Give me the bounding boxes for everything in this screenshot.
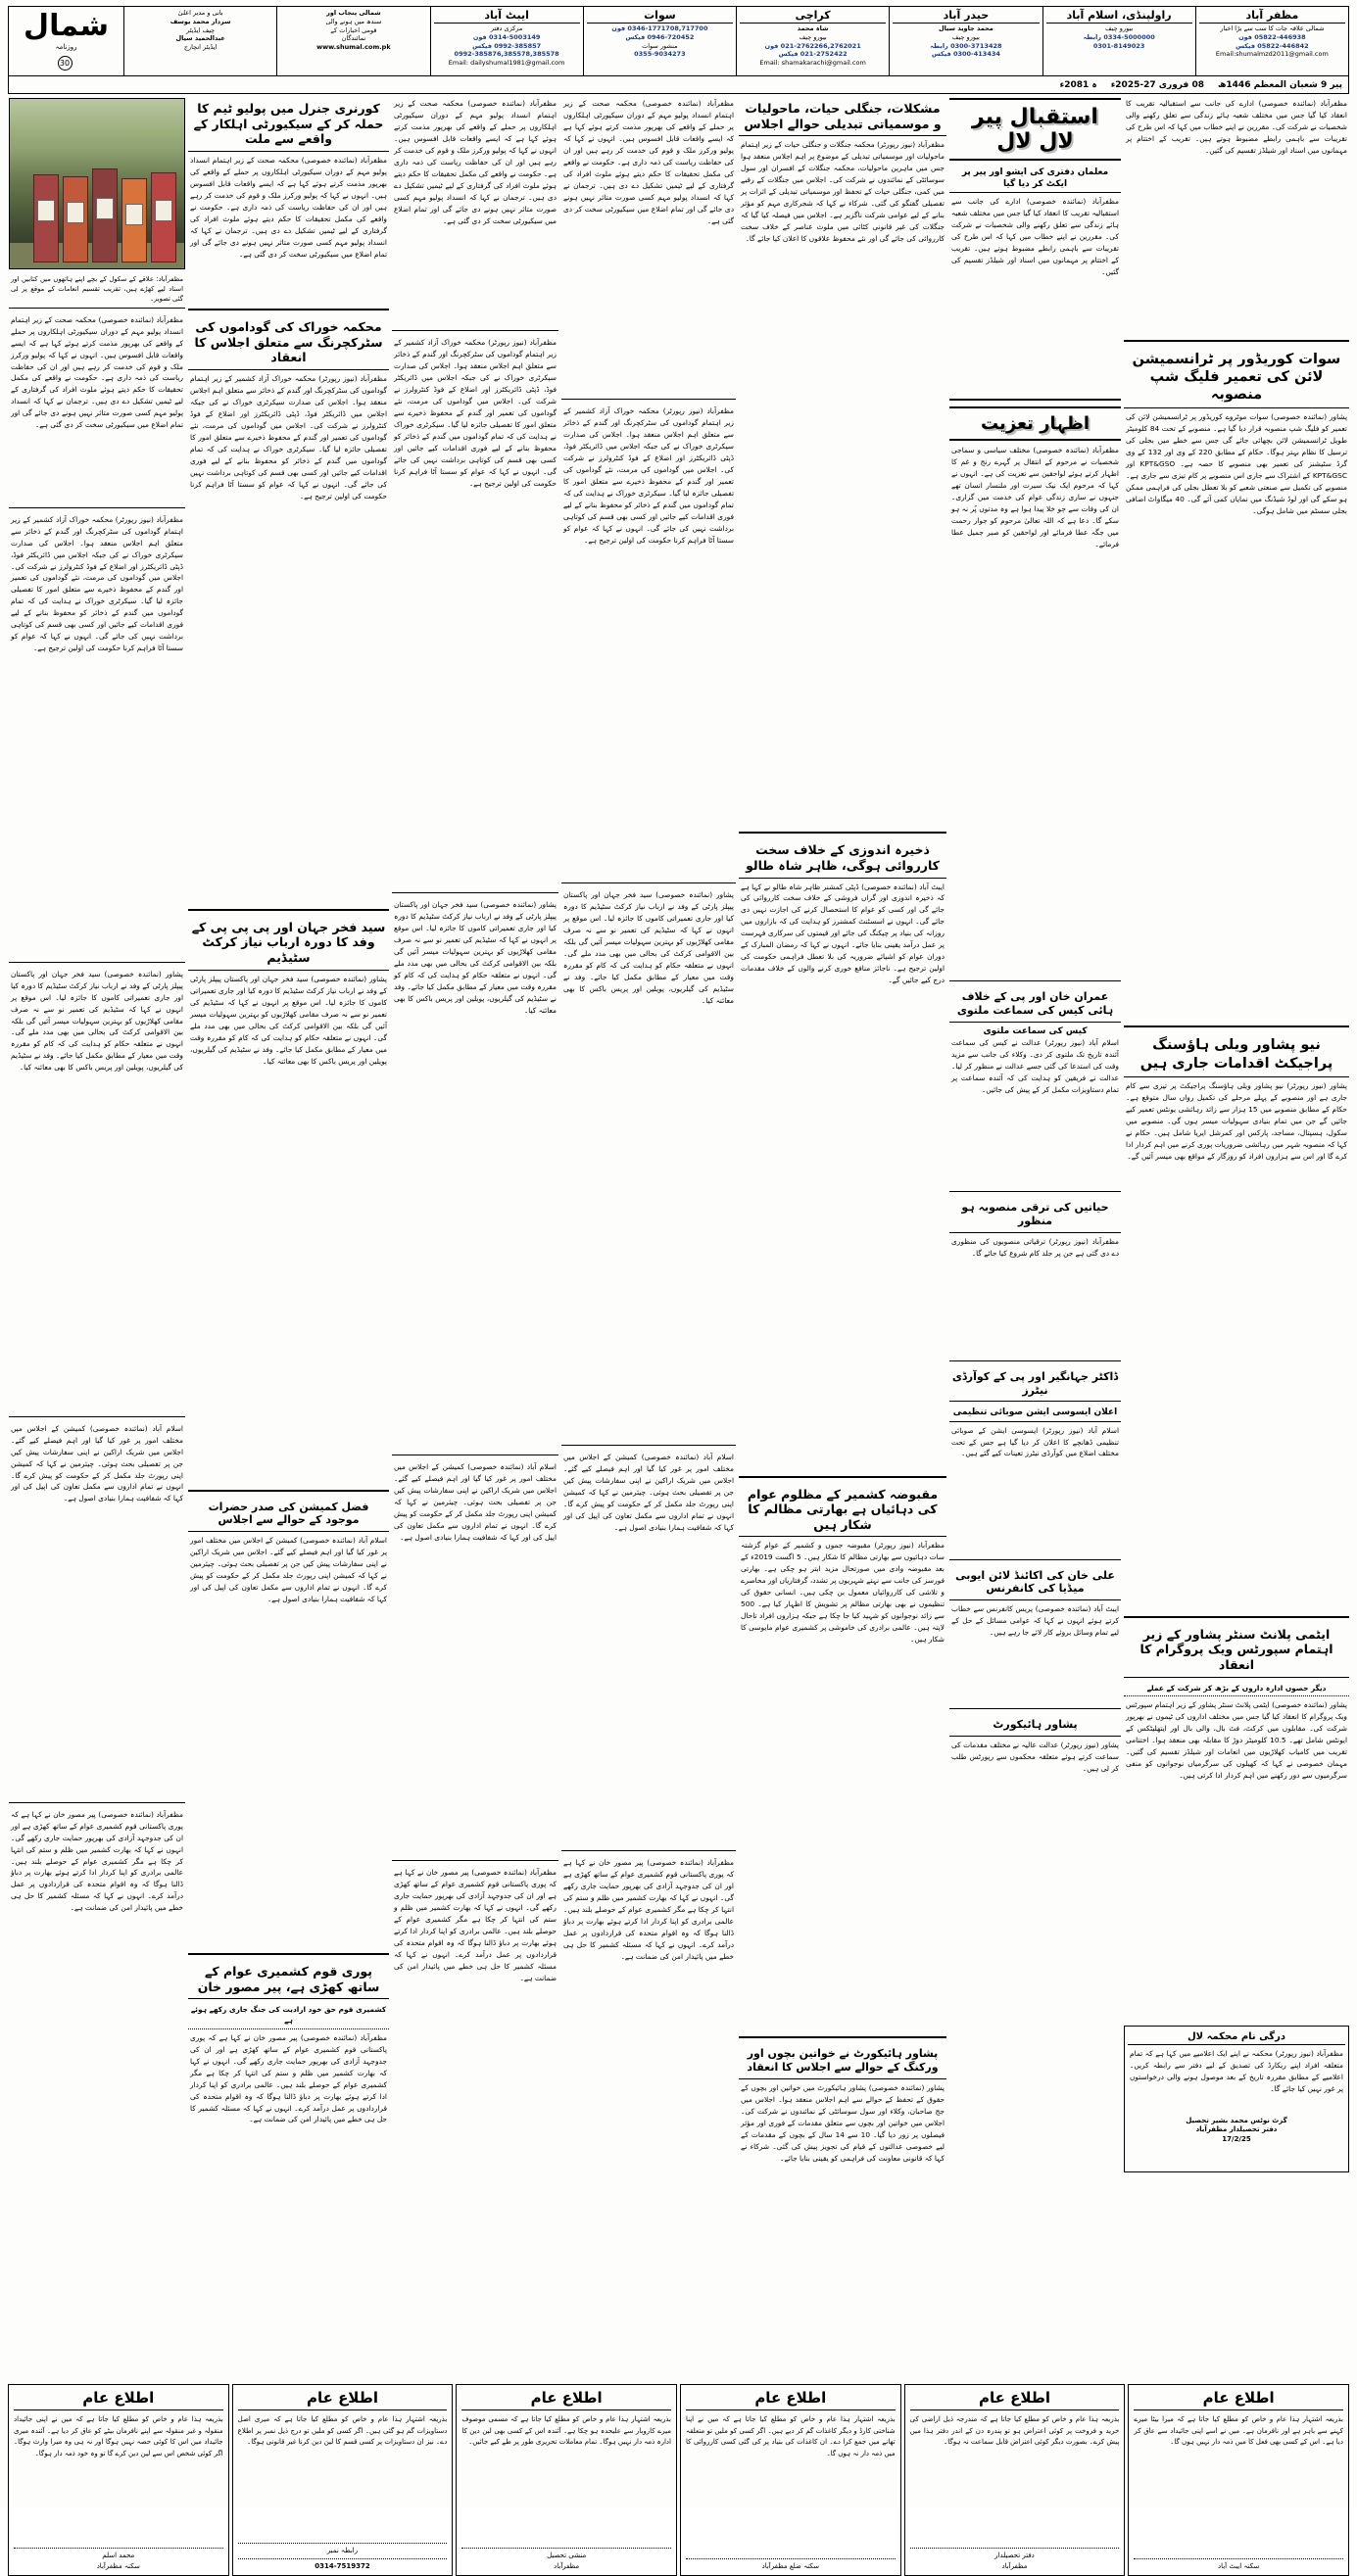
article-body-continued-1: مظفرآباد (نمائندہ خصوصی) محکمہ صحت کے زیر اہتمام انسداد پولیو مہم کے دوران سیکیورٹی اہلکاروں پر حملے کے واقعے کی بھرپور مذمت کرتے ہوئے کہا ہے کہ ایسے واقعات قابل افسوس ہیں۔ انہوں نے کہا کہ پولیو ورکرز ملک و قوم کی خدمت کر رہے ہیں اور ان کی حفاظت ریاست کی ذمہ داری ہے۔ حکومت نے واقعے کی مکمل تحقیقات کا حکم دیتے ہوئے ملوث افراد کی گرفتاری کے لیے ٹیمیں تشکیل دے دی ہیں۔ ترجمان نے کہا کہ انسداد پولیو مہم کسی صورت متاثر نہیں ہونے دی جائے گی اور تمام اضلاع میں سیکیورٹی سخت کر دی گئی ہے۔ [394,99,557,225]
article-body: مظفرآباد (نمائندہ خصوصی) پیر مصور خان نے کہا ہے کہ پوری پاکستانی قوم کشمیری عوام کے ساتھ کھڑی ہے اور ان کی جدوجہد آزادی کی بھرپور حمایت جاری رکھے گی۔ انہوں نے کہا کہ بھارت کشمیر میں ظلم و ستم کی انتہا کر چکا ہے مگر کشمیری عوام کے حوصلے بلند ہیں۔ عالمی برادری کو اپنا کردار ادا کرتے ہوئے بھارت پر دباؤ ڈالنا ہوگا کہ وہ اقوام متحدہ کی قراردادوں پر عمل درآمد کرے۔ انہوں نے کہا کہ مسئلہ کشمیر کا حل ہی خطے میں پائیدار امن کی ضمانت ہے۔ [190,2032,387,2124]
article-body: پشاور (نمائندہ خصوصی) سوات موٹروے کوریڈور پر ٹرانسمیشن لائن کی تعمیر کو فلیگ شپ منصوبہ قرار دیا گیا ہے۔ منصوبے کے تحت 84 کلومیٹر طویل ٹرانسمیشن لائن بچھائی جائے گی جس سے خطے میں بجلی کی ترسیل کا نظام بہتر ہوگا۔ حکام کے مطابق 220 کے وی اور 132 کے وی گرڈ سٹیشنز کی تعمیر بھی منصوبے کا حصہ ہے۔ KPT&GSO اور KPT&GSC کے اشتراک سے جاری اس منصوبے پر کام تیزی سے جاری ہے۔ منصوبے کی تکمیل سے صنعتی شعبے کو بلا تعطل بجلی کی فراہمی ممکن ہو سکے گی اور لوڈ شیڈنگ میں نمایاں کمی آئے گی۔ 40 میگاواٹ اضافی بجلی سسٹم میں شامل ہوگی۔ [1126,412,1348,516]
article-istiqbal [949,98,1121,392]
column-7 [9,98,185,2380]
masthead-city: راولپنڈی، اسلام آباد [1046,9,1192,24]
article-body: مظفرآباد (نیوز رپورٹر) محکمہ خوراک آزاد کشمیر کے زیر اہتمام گوداموں کی سٹرکچرنگ اور گندم کے ذخائر سے متعلق اہم اجلاس منعقد ہوا۔ اجلاس کی صدارت سیکرٹری خوراک نے کی جبکہ اجلاس میں ڈائریکٹر فوڈ، ڈپٹی ڈائریکٹرز اور اضلاع کے فوڈ کنٹرولرز نے شرکت کی۔ اجلاس میں گوداموں کی مرمت، نئے گوداموں کی تعمیر اور گندم کے محفوظ ذخیرے سے متعلق امور کا تفصیلی جائزہ لیا گیا۔ سیکرٹری خوراک نے ہدایت کی کہ تمام گوداموں میں گندم کے ذخائر کو محفوظ بنانے کے لیے فوری اقدامات کیے جائیں اور کسی بھی قسم کی کوتاہی برداشت نہیں کی جائے گی۔ انہوں نے کہا کہ عوام کو سستا آٹا فراہم کرنا حکومت کی اولین ترجیح ہے۔ [190,373,387,501]
notice-title: اطلاع عام [14,2389,223,2410]
masthead-line: بیورو چیف [1105,24,1134,32]
headline: محکمہ خوراک کی گوداموں کی سٹرکچرنگ سے متعلق اجلاس کا انعقاد [188,316,389,370]
masthead [8,6,1349,76]
photo-caption: مظفرآباد: علاقے کے سکول کے بچے اپنے ہاتھوں میں کتابیں اور اسناد لیے کھڑے ہیں، تقریب تقسیم انعامات کے موقع پر لی گئی تصویر۔ [9,272,185,309]
masthead-email: Email: dailyshumal1981@gmail.com [448,59,565,68]
article-body: اسلام آباد (نیوز رپورٹر) ایسوسی ایشن کے صوبائی تنظیمی ڈھانچے کا اعلان کر دیا گیا ہے جس کے تحت مختلف اضلاع میں کوآرڈی نیٹرز تعینات کیے گئے ہیں۔ [951,1425,1119,1458]
article-peshawar-hc [949,1715,1121,1896]
headline: مقبوضہ کشمیر کے مظلوم عوام کی دہائیاں ہے بھارتی مظالم کا شکار ہیں [739,1484,946,1538]
article-new-peshawar-valley [1124,1033,1349,1608]
article-sports-week [1124,1624,1349,2023]
masthead-mobile: 0355-9034273 [634,50,686,59]
masthead-phone: 021-2762266,2762021 فون [764,41,861,50]
article-body-continued-2: مظفرآباد (نیوز رپورٹر) محکمہ خوراک آزاد کشمیر کے زیر اہتمام گوداموں کی سٹرکچرنگ اور گندم کے ذخائر سے متعلق اہم اجلاس منعقد ہوا۔ اجلاس کی صدارت سیکرٹری خوراک نے کی جبکہ اجلاس میں ڈائریکٹر فوڈ، ڈپٹی ڈائریکٹرز اور اضلاع کے فوڈ کنٹرولرز نے شرکت کی۔ اجلاس میں گوداموں کی مرمت، نئے گوداموں کی تعمیر اور گندم کے محفوظ ذخیرے سے متعلق امور کا تفصیلی جائزہ لیا گیا۔ سیکرٹری خوراک نے ہدایت کی کہ تمام گوداموں میں گندم کے ذخائر کو محفوظ بنانے کے لیے فوری اقدامات کیے جائیں اور کسی بھی قسم کی کوتاہی برداشت نہیں کی جائے گی۔ انہوں نے کہا کہ عوام کو سستا آٹا فراہم کرنا حکومت کی اولین ترجیح ہے۔ [394,338,557,488]
article-dek: دیگر حصوں ادارہ داروں کے بڑھ کر شرکت کے عملے [1124,1681,1349,1696]
headline: نیو پشاور ویلی ہاؤسنگ پراجیکٹ اقدامات جاری ہیں [1124,1033,1349,1076]
headline: ڈاکٹر جہانگیر اور پی کے کوآرڈی نیٹرز [949,1367,1121,1403]
notice-body: بذریعہ اشتہار ہذا عام و خاص کو مطلع کیا جاتا ہے کہ میں نے اپنا شناختی کارڈ و دیگر کاغذات گم کر دیے ہیں۔ اگر کسی کو ملیں تو متعلقہ تھانے میں جمع کرا دے۔ ان کاغذات کی بنیاد پر کی گئی کسی کارروائی کا میں ذمہ دار نہ ہوں گا۔ [685,2415,896,2457]
masthead-email: Email:shumalmzd2011@gmail.com [1215,50,1329,59]
logo-title: شمال [24,8,109,43]
notice-body: مظفرآباد (نیوز رپورٹر) محکمہ نے اپنے ایک اعلامیے میں کہا ہے کہ تمام متعلقہ افراد اپنے ریکارڈ کی تصدیق کے لیے دفتر سے رابطہ کریں۔ اعلامیے کے مطابق مقررہ تاریخ کے بعد موصول ہونے والی درخواستوں پر غور نہیں کیا جائے گا۔ [1130,2048,1343,2093]
article-body-tail-5: مظفرآباد (نمائندہ خصوصی) پیر مصور خان نے کہا ہے کہ پوری پاکستانی قوم کشمیری عوام کے ساتھ کھڑی ہے اور ان کی جدوجہد آزادی کی بھرپور حمایت جاری رکھے گی۔ انہوں نے کہا کہ بھارت کشمیر میں ظلم و ستم کی انتہا کر چکا ہے مگر کشمیری عوام کے حوصلے بلند ہیں۔ عالمی برادری کو اپنا کردار ادا کرتے ہوئے بھارت پر دباؤ ڈالنا ہوگا کہ وہ اقوام متحدہ کی قراردادوں پر عمل درآمد کرے۔ انہوں نے کہا کہ مسئلہ کشمیر کا حل ہی خطے میں پائیدار امن کی ضمانت ہے۔ [11,1809,183,1913]
article-body-overflow-5: مظفرآباد (نمائندہ خصوصی) پیر مصور خان نے کہا ہے کہ پوری پاکستانی قوم کشمیری عوام کے ساتھ کھڑی ہے اور ان کی جدوجہد آزادی کی بھرپور حمایت جاری رکھے گی۔ انہوں نے کہا کہ بھارت کشمیر میں ظلم و ستم کی انتہا کر چکا ہے مگر کشمیری عوام کے حوصلے بلند ہیں۔ عالمی برادری کو اپنا کردار ادا کرتے ہوئے بھارت پر دباؤ ڈالنا ہوگا کہ وہ اقوام متحدہ کی قراردادوں پر عمل درآمد کرے۔ انہوں نے کہا کہ مسئلہ کشمیر کا حل ہی خطے میں پائیدار امن کی ضمانت ہے۔ [563,1858,734,1961]
masthead-city: کراچی [740,9,886,24]
masthead-block-6 [277,7,430,75]
article-dek: کشمیری قوم حق خود ارادیت کی جنگ جاری رکھے ہوئے ہے [188,2002,389,2028]
headline: سوات کوریڈور پر ٹرانسمیشن لائن کی تعمیر فلیگ شپ منصوبہ [1124,348,1349,408]
masthead-founder: سردار محمد یوسف [170,17,231,25]
headline: ایٹمی پلانٹ سنٹر پشاور کے زیر اہتمام سپورٹس ویک پروگرام کا انعقاد [1124,1624,1349,1678]
masthead-block-4 [584,7,737,75]
masthead-block-2 [890,7,1042,75]
masthead-extra: 0992-385876,385578,385578 [454,50,559,59]
article-body: مظفرآباد (نیوز رپورٹر) مقبوضہ جموں و کشمیر کے عوام گزشتہ سات دہائیوں سے بھارتی مظالم کا شکار ہیں۔ 5 اگست 2019ء کے بعد مقبوضہ وادی میں صورتحال مزید ابتر ہو چکی ہے۔ بھارتی فورسز کی جانب سے نہتے شہریوں پر تشدد، گرفتاریاں اور محاصرے و تلاشی کی کارروائیاں معمول بن چکی ہیں۔ انسانی حقوق کی تنظیموں نے بھی بھارتی مظالم پر تشویش کا اظہار کیا ہے۔ 500 سے زائد نوجوانوں کو شہید کیا جا چکا ہے جبکہ ہزاروں افراد تاحال لاپتہ ہیں۔ عالمی برادری کی خاموشی پر کشمیری عوام مایوسی کا شکار ہیں۔ [741,1541,945,1645]
article-body: اسلام آباد (نیوز رپورٹر) عدالت نے کیس کی سماعت آئندہ تاریخ تک ملتوی کر دی۔ وکلاء کی جانب سے مزید وقت کی استدعا کی گئی جسے عدالت نے منظور کر لیا۔ عدالت نے فریقین کو ہدایت کی کہ آئندہ سماعت پر تمام دستاویزات مکمل کر کے پیش کی جائیں۔ [951,1038,1119,1095]
headline: پشاور ہائیکورٹ نے خواتین بچوں اور ورکنگ کے حوالے سے اجلاس کا انعقاد [739,2044,946,2079]
article-body-overflow-3: پشاور (نمائندہ خصوصی) سید فخر جہان اور پاکستان پیپلز پارٹی کے وفد نے ارباب نیاز کرکٹ سٹیڈیم کا دورہ کیا اور جاری تعمیراتی کاموں کا جائزہ لیا۔ اس موقع پر انہوں نے کہا کہ سٹیڈیم کی تعمیر نو سے نہ صرف مقامی کھلاڑیوں کو بہترین سہولیات میسر آئیں گی بلکہ بین الاقوامی کرکٹ کی بحالی میں بھی مدد ملے گی۔ انہوں نے متعلقہ حکام کو ہدایت کی کہ کام کو مقررہ وقت میں معیار کے مطابق مکمل کیا جائے۔ وفد نے سٹیڈیم کی گیلریوں، پویلین اور پریس باکس کا بھی معائنہ کیا۔ [563,890,734,1005]
article-lead-right [1124,98,1349,333]
logo-badge: 30 [58,56,73,71]
article-body: مظفرآباد (نیوز رپورٹر) ترقیاتی منصوبوں کی منظوری دے دی گئی ہے جن پر جلد کام شروع کیا جائے گا۔ [951,1236,1119,1258]
headline: پشاور ہائیکورٹ [949,1715,1121,1737]
column-6 [188,98,389,2380]
masthead-block-7 [124,7,277,75]
masthead-city: شمالی پنجاب اور [326,9,381,17]
banner-text: اظہار تعزیت [981,413,1090,435]
notice-body: بذریعہ اشتہار ہذا عام و خاص کو مطلع کیا جاتا ہے کہ مسمی موصوف میرے کاروبار سے علیحدہ ہو چکا ہے۔ آئندہ اس کے کسی بھی لین دین کا ادارہ ذمہ دار نہیں ہوگا۔ تمام معاملات تحریری طور پر طے کیے جائیں۔ [461,2415,671,2447]
column-5 [392,98,558,2380]
article-haiyatain [949,1198,1121,1354]
notice-title: اطلاع عام [1134,2389,1343,2410]
masthead-role: بیورو چیف [951,32,980,41]
newspaper-logo [9,7,124,75]
logo-subtitle: روزنامہ [55,42,77,51]
notice-body: بذریعہ ہذا عام و خاص کو مطلع کیا جاتا ہے کہ مندرجہ ذیل اراضی کی خرید و فروخت پر کوئی اعتراض ہو تو پندرہ دن کے اندر دفتر ہذا میں پیش کرے۔ بصورت دیگر کوئی اعتراض قابل سماعت نہ ہوگا۔ [909,2415,1120,2447]
masthead-fax: 05822-446842 فیکس [1236,41,1309,50]
masthead-line: قومی اخبارات کے [330,25,377,34]
masthead-role: ایڈیٹر انچارج [183,43,218,52]
article-body: پشاور (نمائندہ خصوصی) سید فخر جہان اور پاکستان پیپلز پارٹی کے وفد نے ارباب نیاز کرکٹ سٹیڈیم کا دورہ کیا اور جاری تعمیراتی کاموں کا جائزہ لیا۔ اس موقع پر انہوں نے کہا کہ سٹیڈیم کی تعمیر نو سے نہ صرف مقامی کھلاڑیوں کو بہترین سہولیات میسر آئیں گی بلکہ بین الاقوامی کرکٹ کی بحالی میں بھی مدد ملے گی۔ انہوں نے متعلقہ حکام کو ہدایت کی کہ کام کو مقررہ وقت میں معیار کے مطابق مکمل کیا جائے۔ وفد نے سٹیڈیم کی گیلریوں، پویلین اور پریس باکس کا بھی معائنہ کیا۔ [190,974,387,1066]
notice-footer: دفتر تحصیلدار مظفرآباد [910,2548,1120,2571]
article-body-tail-2: مظفرآباد (نیوز رپورٹر) محکمہ خوراک آزاد کشمیر کے زیر اہتمام گوداموں کی سٹرکچرنگ اور گندم کے ذخائر سے متعلق اہم اجلاس منعقد ہوا۔ اجلاس کی صدارت سیکرٹری خوراک نے کی جبکہ اجلاس میں ڈائریکٹر فوڈ، ڈپٹی ڈائریکٹرز اور اضلاع کے فوڈ کنٹرولرز نے شرکت کی۔ اجلاس میں گوداموں کی مرمت، نئے گوداموں کی تعمیر اور گندم کے محفوظ ذخیرے سے متعلق امور کا تفصیلی جائزہ لیا گیا۔ سیکرٹری خوراک نے ہدایت کی کہ تمام گوداموں میں گندم کے ذخائر کو محفوظ بنانے کے لیے فوری اقدامات کیے جائیں اور کسی بھی قسم کی کوتاہی برداشت نہیں کی جائے گی۔ انہوں نے کہا کہ عوام کو سستا آٹا فراہم کرنا حکومت کی اولین ترجیح ہے۔ [11,514,183,653]
article-body: ایبٹ آباد (نمائندہ خصوصی) ڈپٹی کمشنر ظاہر شاہ طالو نے کہا ہے کہ ذخیرہ اندوزی اور گراں فروشی کے خلاف سخت کارروائی کی جائے گی اور کسی کو عوام کا استحصال کرنے کی اجازت نہیں دی جائے گی۔ انہوں نے اسسٹنٹ کمشنرز کو ہدایت کی کہ بازاروں میں روزانہ کی بنیاد پر چیکنگ کی جائے اور قیمتوں کی سرکاری فہرست پر عمل درآمد یقینی بنایا جائے۔ انہوں نے کہا کہ رمضان المبارک کے دوران عوام کو اشیائے ضروریہ کی بلا تعطل فراہمی حکومت کی اولین ترجیح ہے۔ ناجائز منافع خوری کرنے والوں کے خلاف مقدمات درج کیے جائیں گے۔ [741,882,945,985]
article-body-continued-5: مظفرآباد (نمائندہ خصوصی) پیر مصور خان نے کہا ہے کہ پوری پاکستانی قوم کشمیری عوام کے ساتھ کھڑی ہے اور ان کی جدوجہد آزادی کی بھرپور حمایت جاری رکھے گی۔ انہوں نے کہا کہ بھارت کشمیر میں ظلم و ستم کی انتہا کر چکا ہے مگر کشمیری عوام کے حوصلے بلند ہیں۔ عالمی برادری کو اپنا کردار ادا کرتے ہوئے بھارت پر دباؤ ڈالنا ہوگا کہ وہ اقوام متحدہ کی قراردادوں پر عمل درآمد کرے۔ انہوں نے کہا کہ مسئلہ کشمیر کا حل ہی خطے میں پائیدار امن کی ضمانت ہے۔ [394,1868,557,1982]
masthead-fax: 021-2752422 فیکس [778,50,848,59]
notice-title: اطلاع عام [686,2389,896,2410]
masthead-phone: 0334-5000000 رابطہ [1083,32,1155,41]
date-strip [8,76,1349,94]
article-body: پشاور (نمائندہ خصوصی) ایٹمی پلانٹ سنٹر پشاور کے زیر اہتمام سپورٹس ویک پروگرام کا انعقاد کیا گیا جس میں مختلف اداروں کی ٹیموں نے بھرپور شرکت کی۔ مقابلوں میں کرکٹ، فٹ بال، والی بال اور ایتھلیٹکس کے ایونٹس شامل تھے۔ 10.5 کلومیٹر دوڑ کا مقابلہ بھی منعقد ہوا۔ اختتامی تقریب میں کامیاب کھلاڑیوں میں انعامات اور شیلڈز تقسیم کی گئیں۔ مہمان خصوصی نے کہا کہ کھیلوں کی سرگرمیاں نوجوانوں کو منفی سرگرمیوں سے دور رکھنے میں اہم کردار ادا کرتی ہیں۔ [1126,1699,1347,1780]
content-grid [8,98,1349,2380]
masthead-fax: 0300-413434 فیکس [931,50,1000,59]
article-body-tail-4: اسلام آباد (نمائندہ خصوصی) کمیشن کے اجلاس میں مختلف امور پر غور کیا گیا اور اہم فیصلے کیے گئے۔ اجلاس میں شریک اراکین نے اپنی سفارشات پیش کیں جن پر تفصیلی بحث ہوئی۔ چیئرمین نے کہا کہ کمیشن اپنی رپورٹ جلد مکمل کر کے حکومت کو پیش کرے گا۔ انہوں نے تمام اداروں سے مکمل تعاون کی اپیل کی اور کہا کہ شفافیت ہمارا بنیادی اصول ہے۔ [11,1423,183,1503]
headline: پوری قوم کشمیری عوام کے ساتھ کھڑی ہے، پیر مصور خان [188,1961,389,1999]
masthead-line: www.shumal.com.pk [316,43,391,52]
masthead-phone: 0346-1771708,717700 فون [611,24,708,32]
article-body-continued-3: پشاور (نمائندہ خصوصی) سید فخر جہان اور پاکستان پیپلز پارٹی کے وفد نے ارباب نیاز کرکٹ سٹیڈیم کا دورہ کیا اور جاری تعمیراتی کاموں کا جائزہ لیا۔ اس موقع پر انہوں نے کہا کہ سٹیڈیم کی تعمیر نو سے نہ صرف مقامی کھلاڑیوں کو بہترین سہولیات میسر آئیں گی بلکہ بین الاقوامی کرکٹ کی بحالی میں بھی مدد ملے گی۔ انہوں نے متعلقہ حکام کو ہدایت کی کہ کام کو مقررہ وقت میں معیار کے مطابق مکمل کیا جائے۔ وفد نے سٹیڈیم کی گیلریوں، پویلین اور پریس باکس کا بھی معائنہ کیا۔ [394,900,557,1015]
article-body-overflow-2: مظفرآباد (نیوز رپورٹر) محکمہ خوراک آزاد کشمیر کے زیر اہتمام گوداموں کی سٹرکچرنگ اور گندم کے ذخائر سے متعلق اہم اجلاس منعقد ہوا۔ اجلاس کی صدارت سیکرٹری خوراک نے کی جبکہ اجلاس میں ڈائریکٹر فوڈ، ڈپٹی ڈائریکٹرز اور اضلاع کے فوڈ کنٹرولرز نے شرکت کی۔ اجلاس میں گوداموں کی مرمت، نئے گوداموں کی تعمیر اور گندم کے محفوظ ذخیرے سے متعلق امور کا تفصیلی جائزہ لیا گیا۔ سیکرٹری خوراک نے ہدایت کی کہ تمام گوداموں میں گندم کے ذخائر کو محفوظ بنانے کے لیے فوری اقدامات کیے جائیں اور کسی بھی قسم کی کوتاہی برداشت نہیں کی جائے گی۔ انہوں نے کہا کہ عوام کو سستا آٹا فراہم کرنا حکومت کی اولین ترجیح ہے۔ [563,406,734,545]
masthead-line: محمد جاوید سیال [938,24,994,32]
headline: کورنری جنرل میں پولیو ٹیم کا حملہ کر کے سیکیورٹی اہلکار کے واقعے سے ملت [188,98,389,152]
column-2 [949,98,1121,2380]
column-4 [561,98,736,2380]
column-1 [1124,98,1349,2380]
article-body-overflow-4: اسلام آباد (نمائندہ خصوصی) کمیشن کے اجلاس میں مختلف امور پر غور کیا گیا اور اہم فیصلے کیے گئے۔ اجلاس میں شریک اراکین نے اپنی سفارشات پیش کیں جن پر تفصیلی بحث ہوئی۔ چیئرمین نے کہا کہ کمیشن اپنی رپورٹ جلد مکمل کر کے حکومت کو پیش کرے گا۔ انہوں نے تمام اداروں سے مکمل تعاون کی اپیل کی اور کہا کہ شفافیت ہمارا بنیادی اصول ہے۔ [563,1453,734,1532]
masthead-block-1 [1043,7,1196,75]
notice-dargi [1124,2026,1349,2172]
article-body-tail-1: مظفرآباد (نمائندہ خصوصی) محکمہ صحت کے زیر اہتمام انسداد پولیو مہم کے دوران سیکیورٹی اہلکاروں پر حملے کے واقعے کی بھرپور مذمت کرتے ہوئے کہا ہے کہ ایسے واقعات قابل افسوس ہیں۔ انہوں نے کہا کہ پولیو ورکرز ملک و قوم کی خدمت کر رہے ہیں اور ان کی حفاظت ریاست کی ذمہ داری ہے۔ حکومت نے واقعے کی مکمل تحقیقات کا حکم دیتے ہوئے ملوث افراد کی گرفتاری کے لیے ٹیمیں تشکیل دے دی ہیں۔ ترجمان نے کہا کہ انسداد پولیو مہم کسی صورت متاثر نہیں ہونے دی جائے گی اور تمام اضلاع میں سیکیورٹی سخت کر دی گئی ہے۔ [11,314,183,430]
masthead-block-3 [737,7,890,75]
photo-held-card [155,200,172,221]
special-banner-tazziat [949,406,1121,441]
masthead-line: سندھ میں ہونے والی [325,17,382,25]
article-food-dept [188,316,389,902]
notice-title: اطلاع عام [238,2389,448,2410]
notice-phone[interactable]: 0314-7519372 [238,2558,448,2572]
masthead-fax: 0992-385857 فیکس [472,41,542,50]
article-body: پشاور (نیوز رپورٹر) نیو پشاور ویلی ہاؤسنگ پراجیکٹ پر تیزی سے کام جاری ہے اور منصوبے کے پہلے مرحلے کی تکمیل رواں سال متوقع ہے۔ حکام کے مطابق منصوبے میں 15 ہزار سے زائد رہائشی یونٹس تعمیر کیے جائیں گے جن میں تمام بنیادی سہولیات میسر ہوں گی۔ منصوبے میں سکول، ہسپتال، مساجد، پارکس اور کمرشل ایریا شامل ہیں۔ حکام نے کہا کہ منصوبہ شہر میں رہائشی ضروریات پوری کرنے میں اہم کردار ادا کرے گا اور اس سے ہزاروں افراد کو روزگار کے مواقع بھی میسر آئیں گے۔ [1126,1080,1348,1161]
article-body: پشاور (نیوز رپورٹر) عدالت عالیہ نے مختلف مقدمات کی سماعت کرتے ہوئے متعلقہ محکموں سے رپورٹس طلب کر لی ہیں۔ [951,1740,1119,1773]
photo-held-card [67,202,84,223]
article-wildlife-climate [739,98,946,825]
date-gregorian: 08 فروری 27-2025ء [1110,79,1204,90]
headline: فضل کمیشن کی صدر حضرات موجود کے حوالے سے اجلاس [188,1498,389,1533]
news-photo [9,98,185,269]
article-body-overflow-1: مظفرآباد (نمائندہ خصوصی) محکمہ صحت کے زیر اہتمام انسداد پولیو مہم کے دوران سیکیورٹی اہلکاروں پر حملے کے واقعے کی بھرپور مذمت کرتے ہوئے کہا ہے کہ ایسے واقعات قابل افسوس ہیں۔ انہوں نے کہا کہ پولیو ورکرز ملک و قوم کی خدمت کر رہے ہیں اور ان کی حفاظت ریاست کی ذمہ داری ہے۔ حکومت نے واقعے کی مکمل تحقیقات کا حکم دیتے ہوئے ملوث افراد کی گرفتاری کے لیے ٹیمیں تشکیل دے دی ہیں۔ ترجمان نے کہا کہ انسداد پولیو مہم کسی صورت متاثر نہیں ہونے دی جائے گی اور تمام اضلاع میں سیکیورٹی سخت کر دی گئی ہے۔ [563,99,734,225]
date-hijri: پیر 9 شعبان المعظم 1446ھ [1217,79,1342,90]
masthead-fax: 0946-720452 فیکس [625,32,695,41]
article-body: مظفرآباد (نمائندہ خصوصی) مختلف سیاسی و سماجی شخصیات نے مرحوم کے انتقال پر گہرے رنج و غم کا اظہار کرتے ہوئے لواحقین سے تعزیت کی ہے۔ انہوں نے کہا کہ مرحوم ایک نیک سیرت اور ملنسار انسان تھے جنہوں نے ساری زندگی عوام کی خدمت میں گزاری۔ ان کی وفات سے جو خلا پیدا ہوا ہے وہ مدتوں پُر نہ ہو سکے گا۔ دعا ہے کہ اللہ تعالیٰ مرحوم کو جوار رحمت میں جگہ عطا فرمائے اور لواحقین کو صبر جمیل عطا فرمائے۔ [951,446,1119,549]
special-banner-istiqbal [949,98,1121,161]
notice-footer: سکنہ ایبٹ آباد [1134,2558,1343,2572]
notice-title: اطلاع عام [461,2389,671,2410]
notice-body: بذریعہ ہذا عام و خاص کو مطلع کیا جاتا ہے کہ میں نے اپنی جائیداد منقولہ و غیر منقولہ سے اپنے نافرمان بیٹے کو عاق کر دیا ہے۔ آئندہ میری جائیداد میں اس کا کوئی حصہ نہیں ہوگا اور نہ ہی وہ میرا وارث ہوگا۔ اگر کوئی شخص اس سے لین دین کرے گا تو وہ خود ذمہ دار ہوگا۔ [13,2415,223,2457]
article-body: ایبٹ آباد (نمائندہ خصوصی) پریس کانفرنس سے خطاب کرتے ہوئے انہوں نے کہا کہ عوامی مسائل کے حل کے لیے تمام وسائل بروئے کار لائے جا رہے ہیں۔ [951,1604,1119,1637]
notice-title: اطلاع عام [910,2389,1120,2410]
masthead-role: بانی و مدیر اعلیٰ [177,9,223,17]
article-byline: کیس کی سماعت ملتوی [983,1026,1088,1036]
notice-card [904,2384,1126,2576]
masthead-fax: 0301-8149023 [1092,41,1145,50]
article-occupied-kashmir [739,1484,946,2030]
masthead-line: شاہ محمد [797,24,829,32]
notice-body: بذریعہ اشتہار ہذا عام و خاص کو مطلع کیا جاتا ہے کہ میری اصل دستاویزات گم ہو گئی ہیں۔ اگر کسی کو ملیں تو درج ذیل نمبر پر اطلاع دے۔ نیز ان دستاویزات پر کسی قسم کا لین دین کرنا غیر قانونی ہوگا۔ [237,2415,448,2447]
masthead-city: سوات [587,9,733,24]
notice-footer: گزٹ نوٹس محمد بشیر تحصیل دفتر تحصیلدار مظفرآباد 17/2/25 [1186,2116,1287,2144]
notice-card [8,2384,229,2576]
article-peshawar-hc-women [739,2044,946,2425]
headline: مشکلات، جنگلی حیات، ماحولیات و موسمیاتی تبدیلی حوالے اجلاس [739,98,946,136]
headline: سید فخر جہان اور پی پی پی کے وفد کا دورہ ارباب نیاز کرکٹ سٹیڈیم [188,917,389,971]
article-body-continued-4: اسلام آباد (نمائندہ خصوصی) کمیشن کے اجلاس میں مختلف امور پر غور کیا گیا اور اہم فیصلے کیے گئے۔ اجلاس میں شریک اراکین نے اپنی سفارشات پیش کیں جن پر تفصیلی بحث ہوئی۔ چیئرمین نے کہا کہ کمیشن اپنی رپورٹ جلد مکمل کر کے حکومت کو پیش کرے گا۔ انہوں نے تمام اداروں سے مکمل تعاون کی اپیل کی اور کہا کہ شفافیت ہمارا بنیادی اصول ہے۔ [394,1462,557,1542]
masthead-city: ایبٹ آباد [434,9,580,24]
banner-text: استقبال پیر لال لال [972,105,1098,154]
article-subhead: معلمان دفتری کی ایشو اور پیر پر ایکٹ کر دیا گیا [949,165,1121,193]
article-kashmir-support [188,1961,389,2355]
notice-footer: منشی تحصیل مظفرآباد [461,2548,671,2571]
article-tazziat [949,406,1121,974]
masthead-line: نمائندگان [341,34,366,43]
article-hoarding [739,839,946,1468]
headline: حیاتیں کی ترقی منصوبہ ہو منظور [949,1198,1121,1233]
article-body: اسلام آباد (نمائندہ خصوصی) کمیشن کے اجلاس میں مختلف امور پر غور کیا گیا اور اہم فیصلے کیے گئے۔ اجلاس میں شریک اراکین نے اپنی سفارشات پیش کیں جن پر تفصیلی بحث ہوئی۔ چیئرمین نے کہا کہ کمیشن اپنی رپورٹ جلد مکمل کر کے حکومت کو پیش کرے گا۔ انہوں نے تمام اداروں سے مکمل تعاون کی اپیل کی اور کہا کہ شفافیت ہمارا بنیادی اصول ہے۔ [190,1536,387,1604]
notice-footer: رابطہ نمبر [238,2543,448,2556]
article-body-tail-3: پشاور (نمائندہ خصوصی) سید فخر جہان اور پاکستان پیپلز پارٹی کے وفد نے ارباب نیاز کرکٹ سٹیڈیم کا دورہ کیا اور جاری تعمیراتی کاموں کا جائزہ لیا۔ اس موقع پر انہوں نے کہا کہ سٹیڈیم کی تعمیر نو سے نہ صرف مقامی کھلاڑیوں کو بہترین سہولیات میسر آئیں گی بلکہ بین الاقوامی کرکٹ کی بحالی میں بھی مدد ملے گی۔ انہوں نے متعلقہ حکام کو ہدایت کی کہ کام کو مقررہ وقت میں معیار کے مطابق مکمل کیا جائے۔ وفد نے سٹیڈیم کی گیلریوں، پویلین اور پریس باکس کا بھی معائنہ کیا۔ [11,969,183,1073]
photo-held-card [37,200,55,221]
masthead-role: چیف ایڈیٹر [186,25,216,34]
masthead-line: مرکزی دفتر [490,24,523,32]
article-body: مظفرآباد (نمائندہ خصوصی) محکمہ صحت کے زیر اہتمام انسداد پولیو مہم کے دوران سیکیورٹی اہلکاروں پر حملے کے واقعے کی بھرپور مذمت کرتے ہوئے کہا ہے کہ ایسے واقعات قابل افسوس ہیں۔ انہوں نے کہا کہ پولیو ورکرز ملک و قوم کی خدمت کر رہے ہیں اور ان کی حفاظت ریاست کی ذمہ داری ہے۔ حکومت نے واقعے کی مکمل تحقیقات کا حکم دیتے ہوئے ملوث افراد کی گرفتاری کے لیے ٹیمیں تشکیل دے دی ہیں۔ ترجمان نے کہا کہ انسداد پولیو مہم کسی صورت متاثر نہیں ہونے دی جائے گی اور تمام اضلاع میں سیکیورٹی سخت کر دی گئی ہے۔ [190,155,387,259]
article-commission [188,1498,389,1947]
article-doctor-jahangir [949,1367,1121,1552]
article-stadium-visit [188,917,389,1483]
notice-body: بذریعہ اشتہار ہذا عام و خاص کو مطلع کیا جاتا ہے کہ میرا بیٹا میرے کہنے سے باہر ہے اور نافرمان ہے۔ میں نے اسے اپنی جائیداد سے عاق کر دیا ہے۔ اس کے کسی بھی فعل کا میں ذمہ دار نہیں ہوں گا۔ [1134,2415,1343,2447]
article-imran-case [949,987,1121,1184]
masthead-phone: 0314-5003149 فون [472,32,541,41]
notice-card [680,2384,901,2576]
article-ali-khan [949,1566,1121,1702]
article-body: مظفرآباد (نیوز رپورٹر) محکمہ جنگلات و جنگلی حیات کے زیر اہتمام ماحولیات اور موسمیاتی تبدیلی کے موضوع پر اہم اجلاس منعقد ہوا جس میں ماہرین ماحولیات، محکمہ جنگلات کے افسران اور سول سوسائٹی کے نمائندوں نے شرکت کی۔ اجلاس میں جنگلات کے رقبے میں کمی، جنگلی حیات کے تحفظ اور موسمیاتی تبدیلی کے اثرات پر تفصیلی گفتگو کی گئی۔ شرکاء نے کہا کہ شجرکاری مہم کو مؤثر بنانے کے لیے عوامی شرکت ناگزیر ہے۔ اجلاس میں فیصلہ کیا گیا کہ جنگلات کی غیر قانونی کٹائی میں ملوث عناصر کے خلاف سخت کارروائی کی جائے گی اور نئے محفوظ علاقوں کا اعلان کیا جائے گا۔ [741,140,945,244]
article-body: مظفرآباد (نمائندہ خصوصی) ادارے کی جانب سے استقبالیہ تقریب کا انعقاد کیا گیا جس میں مختلف شعبہ ہائے زندگی سے تعلق رکھنے والی شخصیات نے شرکت کی۔ مقررین نے اپنے خطاب میں کہا کہ اس طرح کی تقریبات سے باہمی رابطے مضبوط ہوتے ہیں۔ تقریب کے اختتام پر مہمانوں میں اسناد اور شیلڈز تقسیم کی گئیں۔ [1126,99,1347,155]
masthead-role: بیورو چیف [799,32,827,41]
headline: عمران خان اور پی کے خلاف ہائی کیس کی سماعت ملتوی [949,987,1121,1023]
notice-title: درگی نام محکمہ لال [1128,2029,1345,2045]
article-polio-attack [188,98,389,302]
masthead-phone: 0300-3713428 رابطہ [930,41,1002,50]
notice-card [456,2384,677,2576]
notice-footer: سکنہ ضلع مظفرآباد [686,2558,896,2572]
article-swat-transmission [1124,348,1349,1019]
masthead-block-0 [1196,7,1348,75]
classified-notices-row [8,2384,1349,2576]
masthead-phone: 05822-446938 فون [1238,32,1306,41]
headline: ذخیرہ اندوزی کے خلاف سخت کارروائی ہوگی، ظاہر شاہ طالو [739,839,946,878]
notice-card [1128,2384,1349,2576]
article-body: مظفرآباد (نمائندہ خصوصی) ادارے کی جانب سے استقبالیہ تقریب کا انعقاد کیا گیا جس میں مختلف شعبہ ہائے زندگی سے تعلق رکھنے والی شخصیات نے شرکت کی۔ مقررین نے اپنے خطاب میں کہا کہ اس طرح کی تقریبات سے باہمی رابطے مضبوط ہوتے ہیں۔ تقریب کے اختتام پر مہمانوں میں اسناد اور شیلڈز تقسیم کی گئیں۔ [951,197,1119,277]
masthead-city: مظفر آباد [1199,9,1345,24]
headline: علی خان کی اکائنڈ لائن ایوبی میڈیا کی کانفرنس [949,1566,1121,1601]
photo-held-card [125,204,143,225]
masthead-line: منشور سوات [642,41,678,50]
masthead-email: Email: shamakarachi@gmail.com [759,59,866,68]
masthead-line: شمالی علاقہ جات کا سب سے بڑا اخبار [1220,24,1325,32]
article-subhead: اعلان ایسوسی ایشن صوبائی تنظیمی [949,1405,1121,1421]
article-body: پشاور (نمائندہ خصوصی) پشاور ہائیکورٹ میں خواتین اور بچوں کے حقوق کے تحفظ کے حوالے سے اہم اجلاس منعقد ہوا۔ اجلاس میں جج صاحبان، وکلاء اور سول سوسائٹی کے نمائندوں نے شرکت کی۔ اجلاس میں خواتین اور بچوں سے متعلق مقدمات کے فوری اور مؤثر فیصلوں پر زور دیا گیا۔ 10 سے 14 سال کے بچوں کے مقدمات کے لیے خصوصی عدالتوں کے قیام کی تجویز پیش کی گئی۔ شرکاء نے کہا کہ قانونی معاونت کی فراہمی کو یقینی بنایا جائے۔ [741,2082,945,2163]
photo-held-card [96,198,114,219]
column-3 [739,98,946,2380]
masthead-block-5 [431,7,584,75]
date-other: ہ 2081ء [1059,79,1097,90]
masthead-editor: عبدالحمید سیال [175,34,225,43]
notice-card [232,2384,454,2576]
notice-footer: محمد اسلم سکنہ مظفرآباد [14,2548,223,2571]
masthead-city: حیدر آباد [893,9,1039,24]
